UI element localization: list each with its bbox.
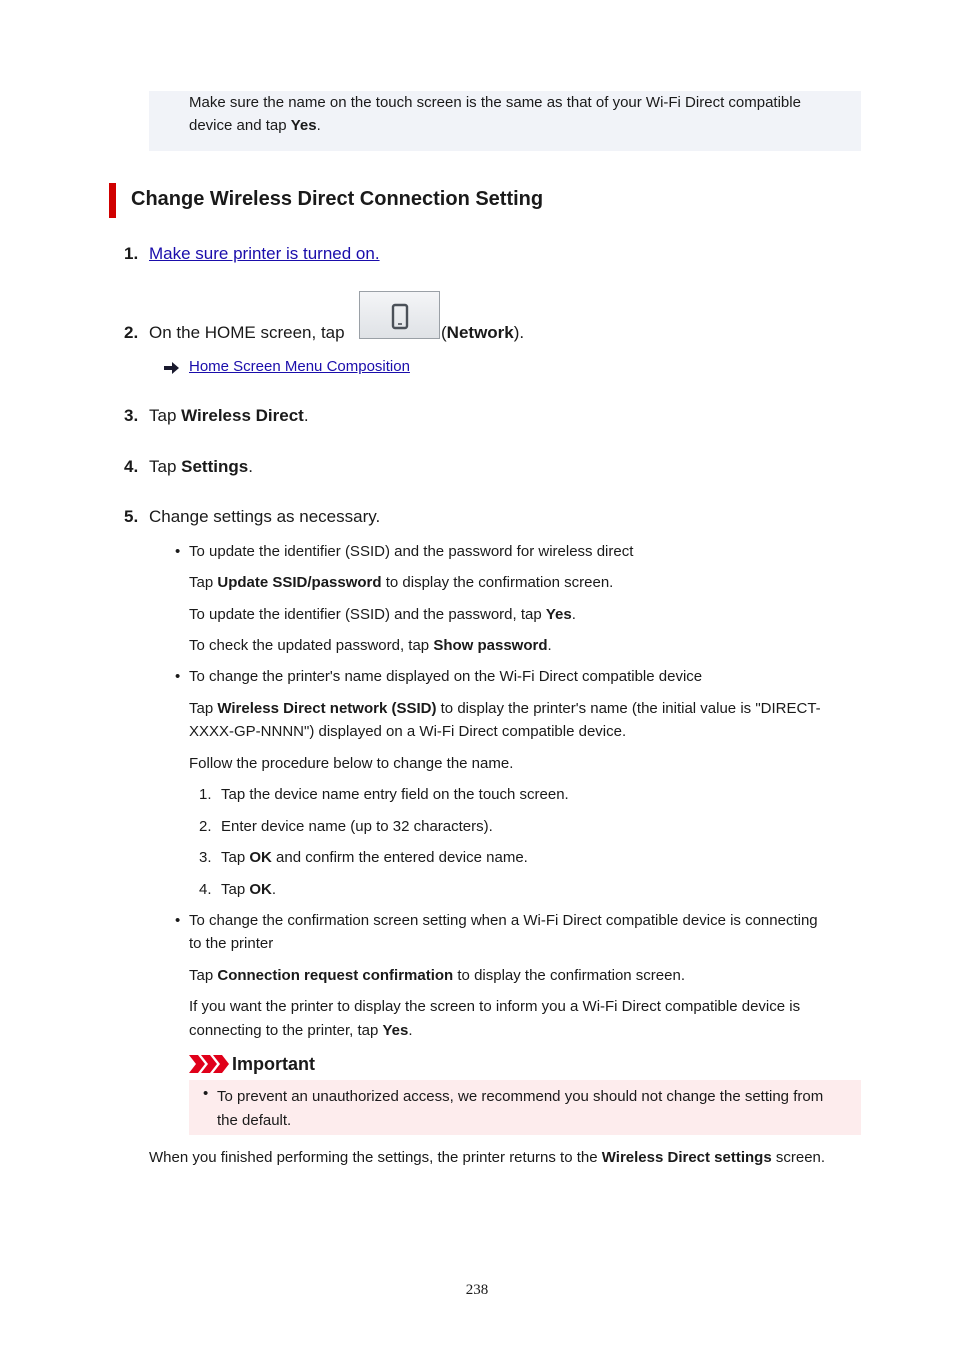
page-number: 238 <box>465 1282 489 1298</box>
step-4-number: 4. <box>124 457 139 476</box>
bullet-3-line-2b: connecting to the printer, tap Yes. <box>189 1022 413 1039</box>
bullet-2-line-1b: XXXX-GP-NNNN") displayed on a Wi-Fi Direct compatible device. <box>189 723 627 740</box>
step-3-text: Tap Wireless Direct. <box>149 406 309 425</box>
substep-1-text: Tap the device name entry field on the touch screen. <box>221 786 569 803</box>
network-button-image <box>359 291 440 339</box>
substep-2-text: Enter device name (up to 32 characters). <box>221 818 493 835</box>
bullet-dot: • <box>203 1085 209 1102</box>
bullet-dot: • <box>175 668 181 685</box>
important-box <box>189 1080 861 1135</box>
substep-3-text: Tap OK and confirm the entered device name. <box>221 849 528 866</box>
bullet-3-title-2: to the printer <box>189 935 274 952</box>
step-5-number: 5. <box>124 507 139 526</box>
note-line-1: Make sure the name on the touch screen is the same as that of your Wi-Fi Direct compatible <box>189 94 801 111</box>
bullet-dot: • <box>175 912 181 929</box>
step-1-number: 1. <box>124 244 139 263</box>
closing-sentence: When you finished performing the settings, the printer returns to the Wireless Direct settings screen. <box>149 1149 826 1166</box>
important-chevrons-icon <box>189 1055 229 1073</box>
substep-3-number: 3. <box>199 849 212 866</box>
bullet-1-line-2: To update the identifier (SSID) and the password, tap Yes. <box>189 606 576 623</box>
step-4-text: Tap Settings. <box>149 457 253 476</box>
bullet-3-title-1: To change the confirmation screen setting when a Wi-Fi Direct compatible device is connecting <box>189 912 818 929</box>
note-box <box>149 91 861 151</box>
substep-2-number: 2. <box>199 818 212 835</box>
bullet-2-line-2: Follow the procedure below to change the name. <box>189 755 514 772</box>
substep-4-text: Tap OK. <box>221 881 277 898</box>
bullet-3-line-2a: If you want the printer to display the screen to inform you a Wi-Fi Direct compatible device is <box>189 998 801 1015</box>
bullet-2-title: To change the printer's name displayed on the Wi-Fi Direct compatible device <box>189 668 703 685</box>
heading-accent-bar <box>109 183 116 218</box>
smartphone-icon <box>360 292 441 340</box>
bullet-3-line-1: Tap Connection request confirmation to display the confirmation screen. <box>189 967 686 984</box>
substep-4-number: 4. <box>199 881 212 898</box>
arrow-right-icon <box>164 362 180 374</box>
bullet-dot: • <box>175 543 181 560</box>
bullet-1-title: To update the identifier (SSID) and the password for wireless direct <box>189 543 634 560</box>
section-heading: Change Wireless Direct Connection Setting <box>131 188 544 210</box>
bullet-1-line-1: Tap Update SSID/password to display the confirmation screen. <box>189 574 614 591</box>
note-line-2: device and tap Yes. <box>189 117 321 134</box>
step-3-number: 3. <box>124 406 139 425</box>
step-2-number: 2. <box>124 323 139 342</box>
substep-1-number: 1. <box>199 786 212 803</box>
important-text: To prevent an unauthorized access, we recommend you should not change the setting from the default. <box>217 1088 824 1129</box>
bullet-1-line-3: To check the updated password, tap Show password. <box>189 637 552 654</box>
step-5-text: Change settings as necessary. <box>149 507 381 526</box>
step-2-network-label: (Network). <box>441 323 525 342</box>
step-2-text: On the HOME screen, tap <box>149 323 345 342</box>
power-on-link[interactable]: Make sure printer is turned on. <box>149 244 380 263</box>
important-title: Important <box>232 1054 315 1074</box>
bullet-2-line-1: Tap Wireless Direct network (SSID) to display the printer's name (the initial value is "DIRECT- <box>189 700 821 717</box>
home-screen-menu-link[interactable]: Home Screen Menu Composition <box>189 358 410 375</box>
